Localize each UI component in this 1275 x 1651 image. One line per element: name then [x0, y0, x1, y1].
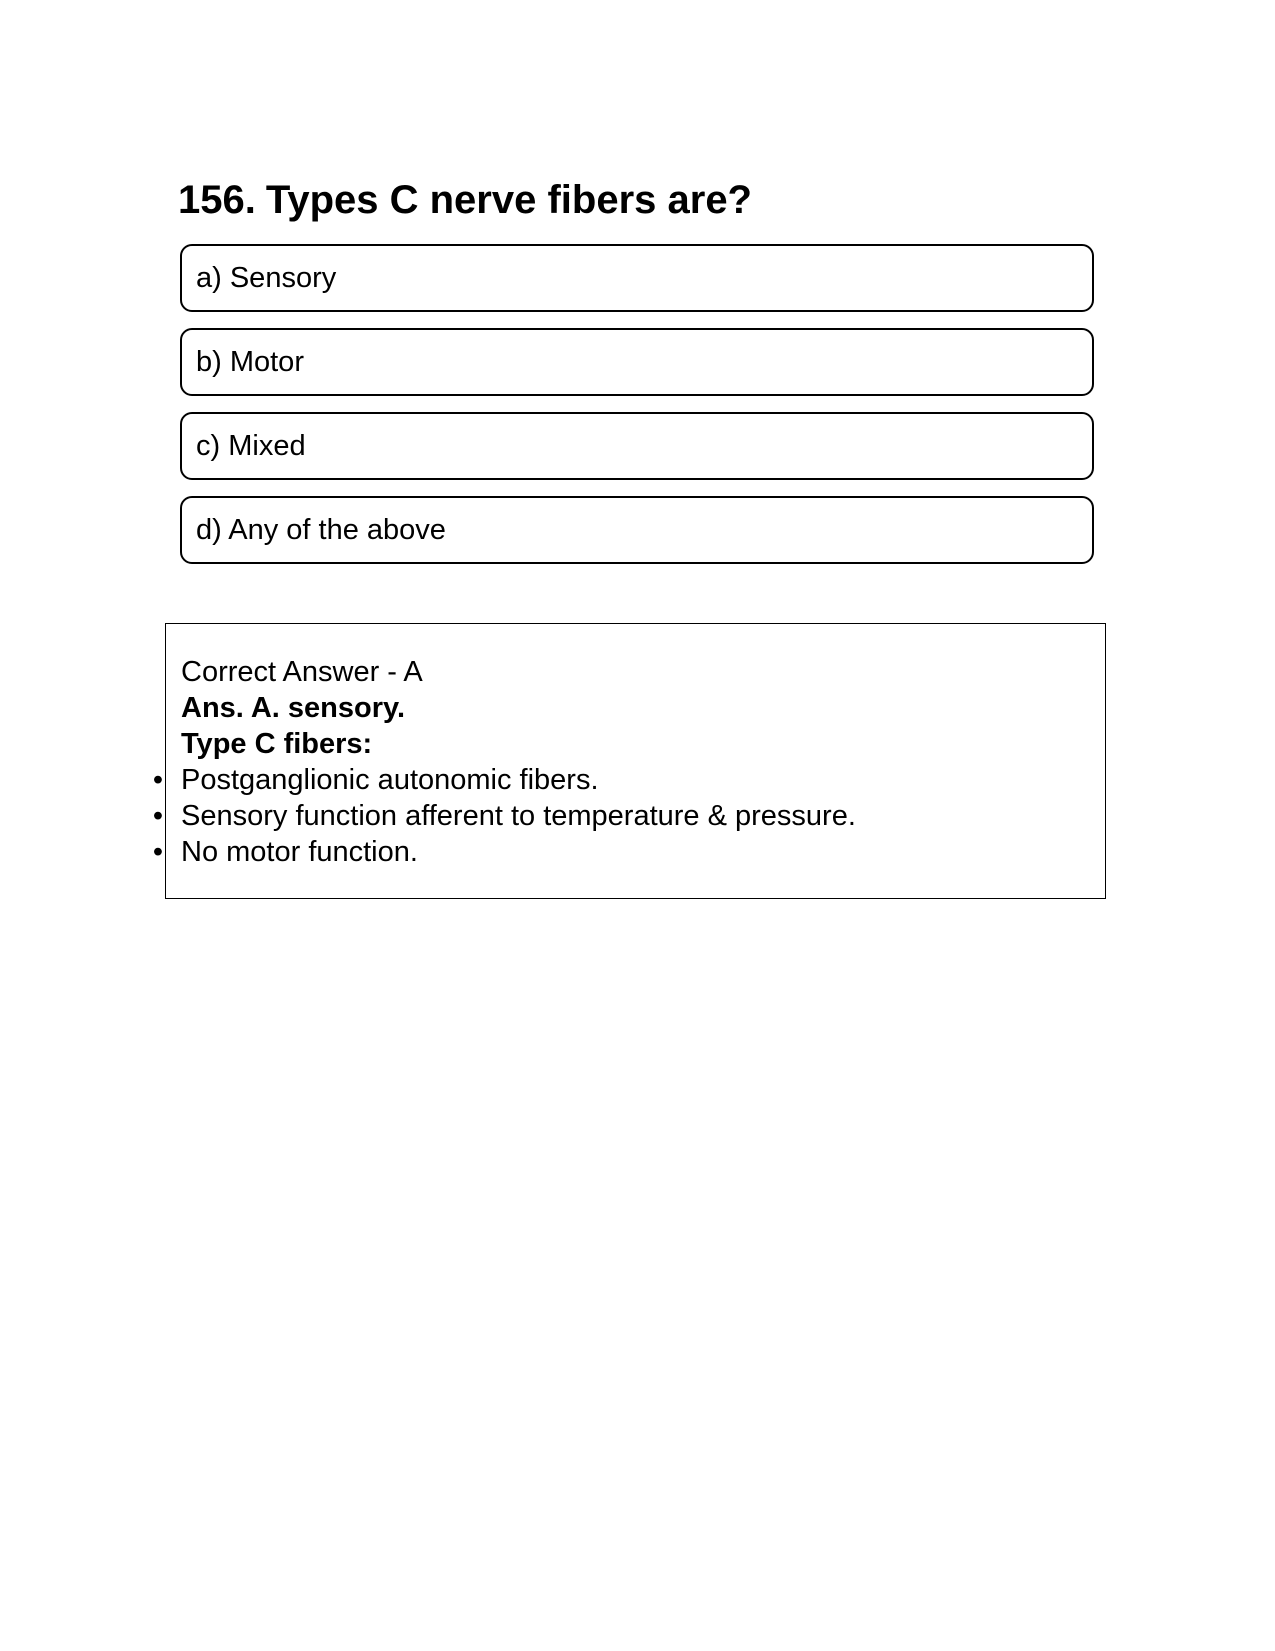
list-item — [152, 762, 1105, 798]
list-item — [152, 798, 1105, 834]
bullet-icon: • — [152, 764, 164, 796]
question-text: Types C nerve fibers are? — [265, 178, 752, 222]
list-item-text: Postganglionic autonomic fibers. — [181, 764, 599, 796]
option-c-label: c) Mixed — [196, 429, 306, 462]
bullet-icon: • — [152, 836, 164, 868]
question-number: 156. — [178, 178, 256, 222]
correct-answer-line: Correct Answer - A — [181, 656, 423, 688]
bullet-icon: • — [152, 800, 164, 832]
option-a-label: a) Sensory — [196, 261, 337, 294]
answer-summary: Ans. A. sensory. — [181, 692, 406, 724]
list-item-text: Sensory function afferent to temperature & pressure. — [181, 800, 856, 832]
option-d[interactable] — [180, 496, 1094, 564]
options-list — [180, 244, 1094, 580]
answer-explanation-box — [152, 623, 1106, 899]
option-a[interactable] — [180, 244, 1094, 312]
list-item-text: No motor function. — [181, 836, 418, 868]
question-title — [178, 176, 752, 224]
list-item — [152, 834, 1105, 870]
option-b-label: b) Motor — [196, 345, 304, 378]
explanation-subheading: Type C fibers: — [181, 728, 373, 760]
option-b[interactable] — [180, 328, 1094, 396]
option-c[interactable] — [180, 412, 1094, 480]
option-d-label: d) Any of the above — [196, 513, 446, 546]
explanation-points — [152, 762, 1105, 870]
